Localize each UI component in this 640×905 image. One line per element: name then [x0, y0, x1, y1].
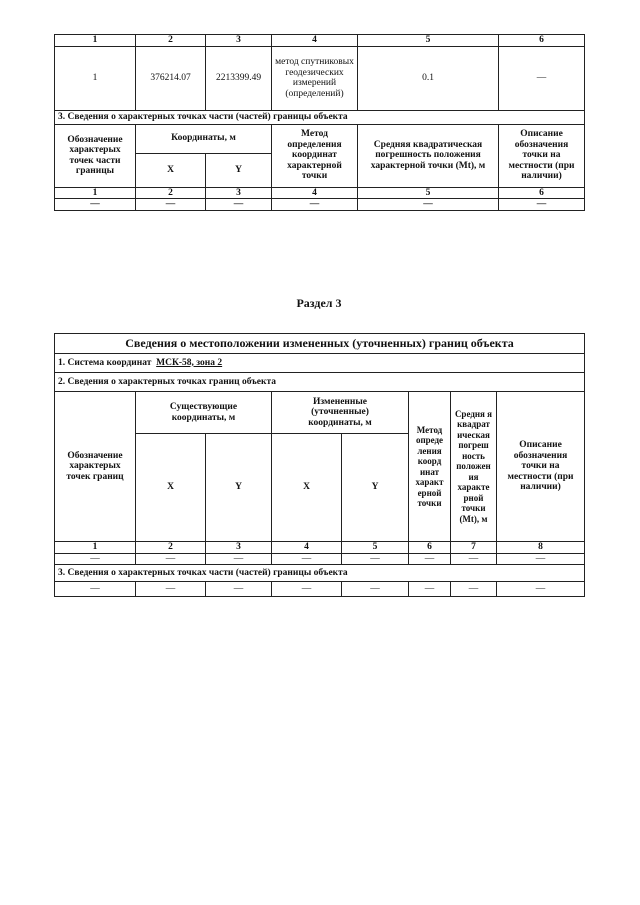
point-id: 1	[55, 46, 136, 110]
col-num: 4	[272, 542, 342, 554]
dash-cell: —	[272, 199, 358, 211]
col-num: 2	[136, 187, 206, 199]
dash-cell: —	[451, 582, 497, 597]
coordinate-system-value: МСК-58, зона 2	[156, 357, 223, 368]
header-x: X	[136, 153, 206, 187]
dash-cell: —	[358, 199, 499, 211]
header-mt: Средня я квадрат ическая погреш ность положен ия характе рной точки (Mt), м	[451, 392, 497, 542]
dash-cell: —	[272, 582, 342, 597]
col-num: 3	[206, 187, 272, 199]
table-row	[55, 582, 585, 597]
method-cell: метод спутниковых геодезических измерений (определений)	[272, 46, 358, 110]
subsection-2-title: 2. Сведения о характерных точках границ объекта	[55, 373, 585, 392]
col-num: 7	[451, 542, 497, 554]
dash-cell: —	[499, 199, 585, 211]
dash-cell: —	[206, 199, 272, 211]
col-num: 6	[409, 542, 451, 554]
dash-cell: —	[497, 582, 585, 597]
header-desc: Описание обозначения точки на местности (при наличии)	[499, 124, 585, 187]
header-desc: Описание обозначения точки на местности (при наличии)	[497, 392, 585, 542]
section-3-title: 3. Сведения о характерных точках части (частей) границы объекта	[55, 110, 585, 124]
column-numbers-row	[55, 35, 585, 47]
section-3-table	[54, 333, 585, 597]
col-num: 5	[358, 35, 499, 47]
dash-cell: —	[206, 582, 272, 597]
coordinate-system-label: 1. Система координат	[58, 357, 152, 368]
section-heading: Раздел 3	[296, 296, 342, 310]
coordinate-system	[55, 354, 585, 373]
section-title: Сведения о местоположении измененных (уточненных) границ объекта	[55, 334, 585, 354]
col-num: 8	[497, 542, 585, 554]
header-changed-coords: Измененные (уточненные) координаты, м	[272, 392, 409, 434]
dash-cell: —	[409, 582, 451, 597]
header-existing-coords: Существующие координаты, м	[136, 392, 272, 434]
dash-cell: —	[136, 199, 206, 211]
desc-cell: —	[499, 46, 585, 110]
dash-cell: —	[55, 199, 136, 211]
header-point-id: Обозначение характерых точек части границы	[55, 124, 136, 187]
dash-cell: —	[451, 553, 497, 565]
header-method: Метод опреде ления коорд инат характ ерной точки	[409, 392, 451, 542]
col-num: 1	[55, 542, 136, 554]
col-num: 3	[206, 35, 272, 47]
header-changed-y: Y	[342, 434, 409, 542]
col-num: 6	[499, 35, 585, 47]
header-coordinates: Координаты, м	[136, 124, 272, 153]
col-num: 3	[206, 542, 272, 554]
dash-cell: —	[409, 553, 451, 565]
dash-cell: —	[206, 553, 272, 565]
header-existing-y: Y	[206, 434, 272, 542]
col-num: 5	[358, 187, 499, 199]
dash-cell: —	[342, 553, 409, 565]
header-y: Y	[206, 153, 272, 187]
col-num: 2	[136, 542, 206, 554]
dash-cell: —	[55, 582, 136, 597]
table-row	[55, 46, 585, 110]
subsection-3-title: 3. Сведения о характерных точках части (частей) границы объекта	[55, 565, 585, 582]
col-num: 2	[136, 35, 206, 47]
header-method: Метод определения координат характерной точки	[272, 124, 358, 187]
col-num: 1	[55, 187, 136, 199]
top-table	[54, 34, 585, 211]
coord-x: 376214.07	[136, 46, 206, 110]
header-mt: Средняя квадратическая погрешность положения характерной точки (Mt), м	[358, 124, 499, 187]
coord-y: 2213399.49	[206, 46, 272, 110]
dash-cell: —	[497, 553, 585, 565]
dash-cell: —	[136, 553, 206, 565]
col-num: 6	[499, 187, 585, 199]
dash-cell: —	[342, 582, 409, 597]
col-num: 5	[342, 542, 409, 554]
col-num: 4	[272, 35, 358, 47]
col-num: 4	[272, 187, 358, 199]
header-existing-x: X	[136, 434, 206, 542]
header-changed-x: X	[272, 434, 342, 542]
dash-cell: —	[55, 553, 136, 565]
header-point-id: Обозначение характерых точек границ	[55, 392, 136, 542]
table-row	[55, 199, 585, 211]
dash-cell: —	[136, 582, 206, 597]
col-num: 1	[55, 35, 136, 47]
mt-cell: 0.1	[358, 46, 499, 110]
table-row	[55, 553, 585, 565]
dash-cell: —	[272, 553, 342, 565]
